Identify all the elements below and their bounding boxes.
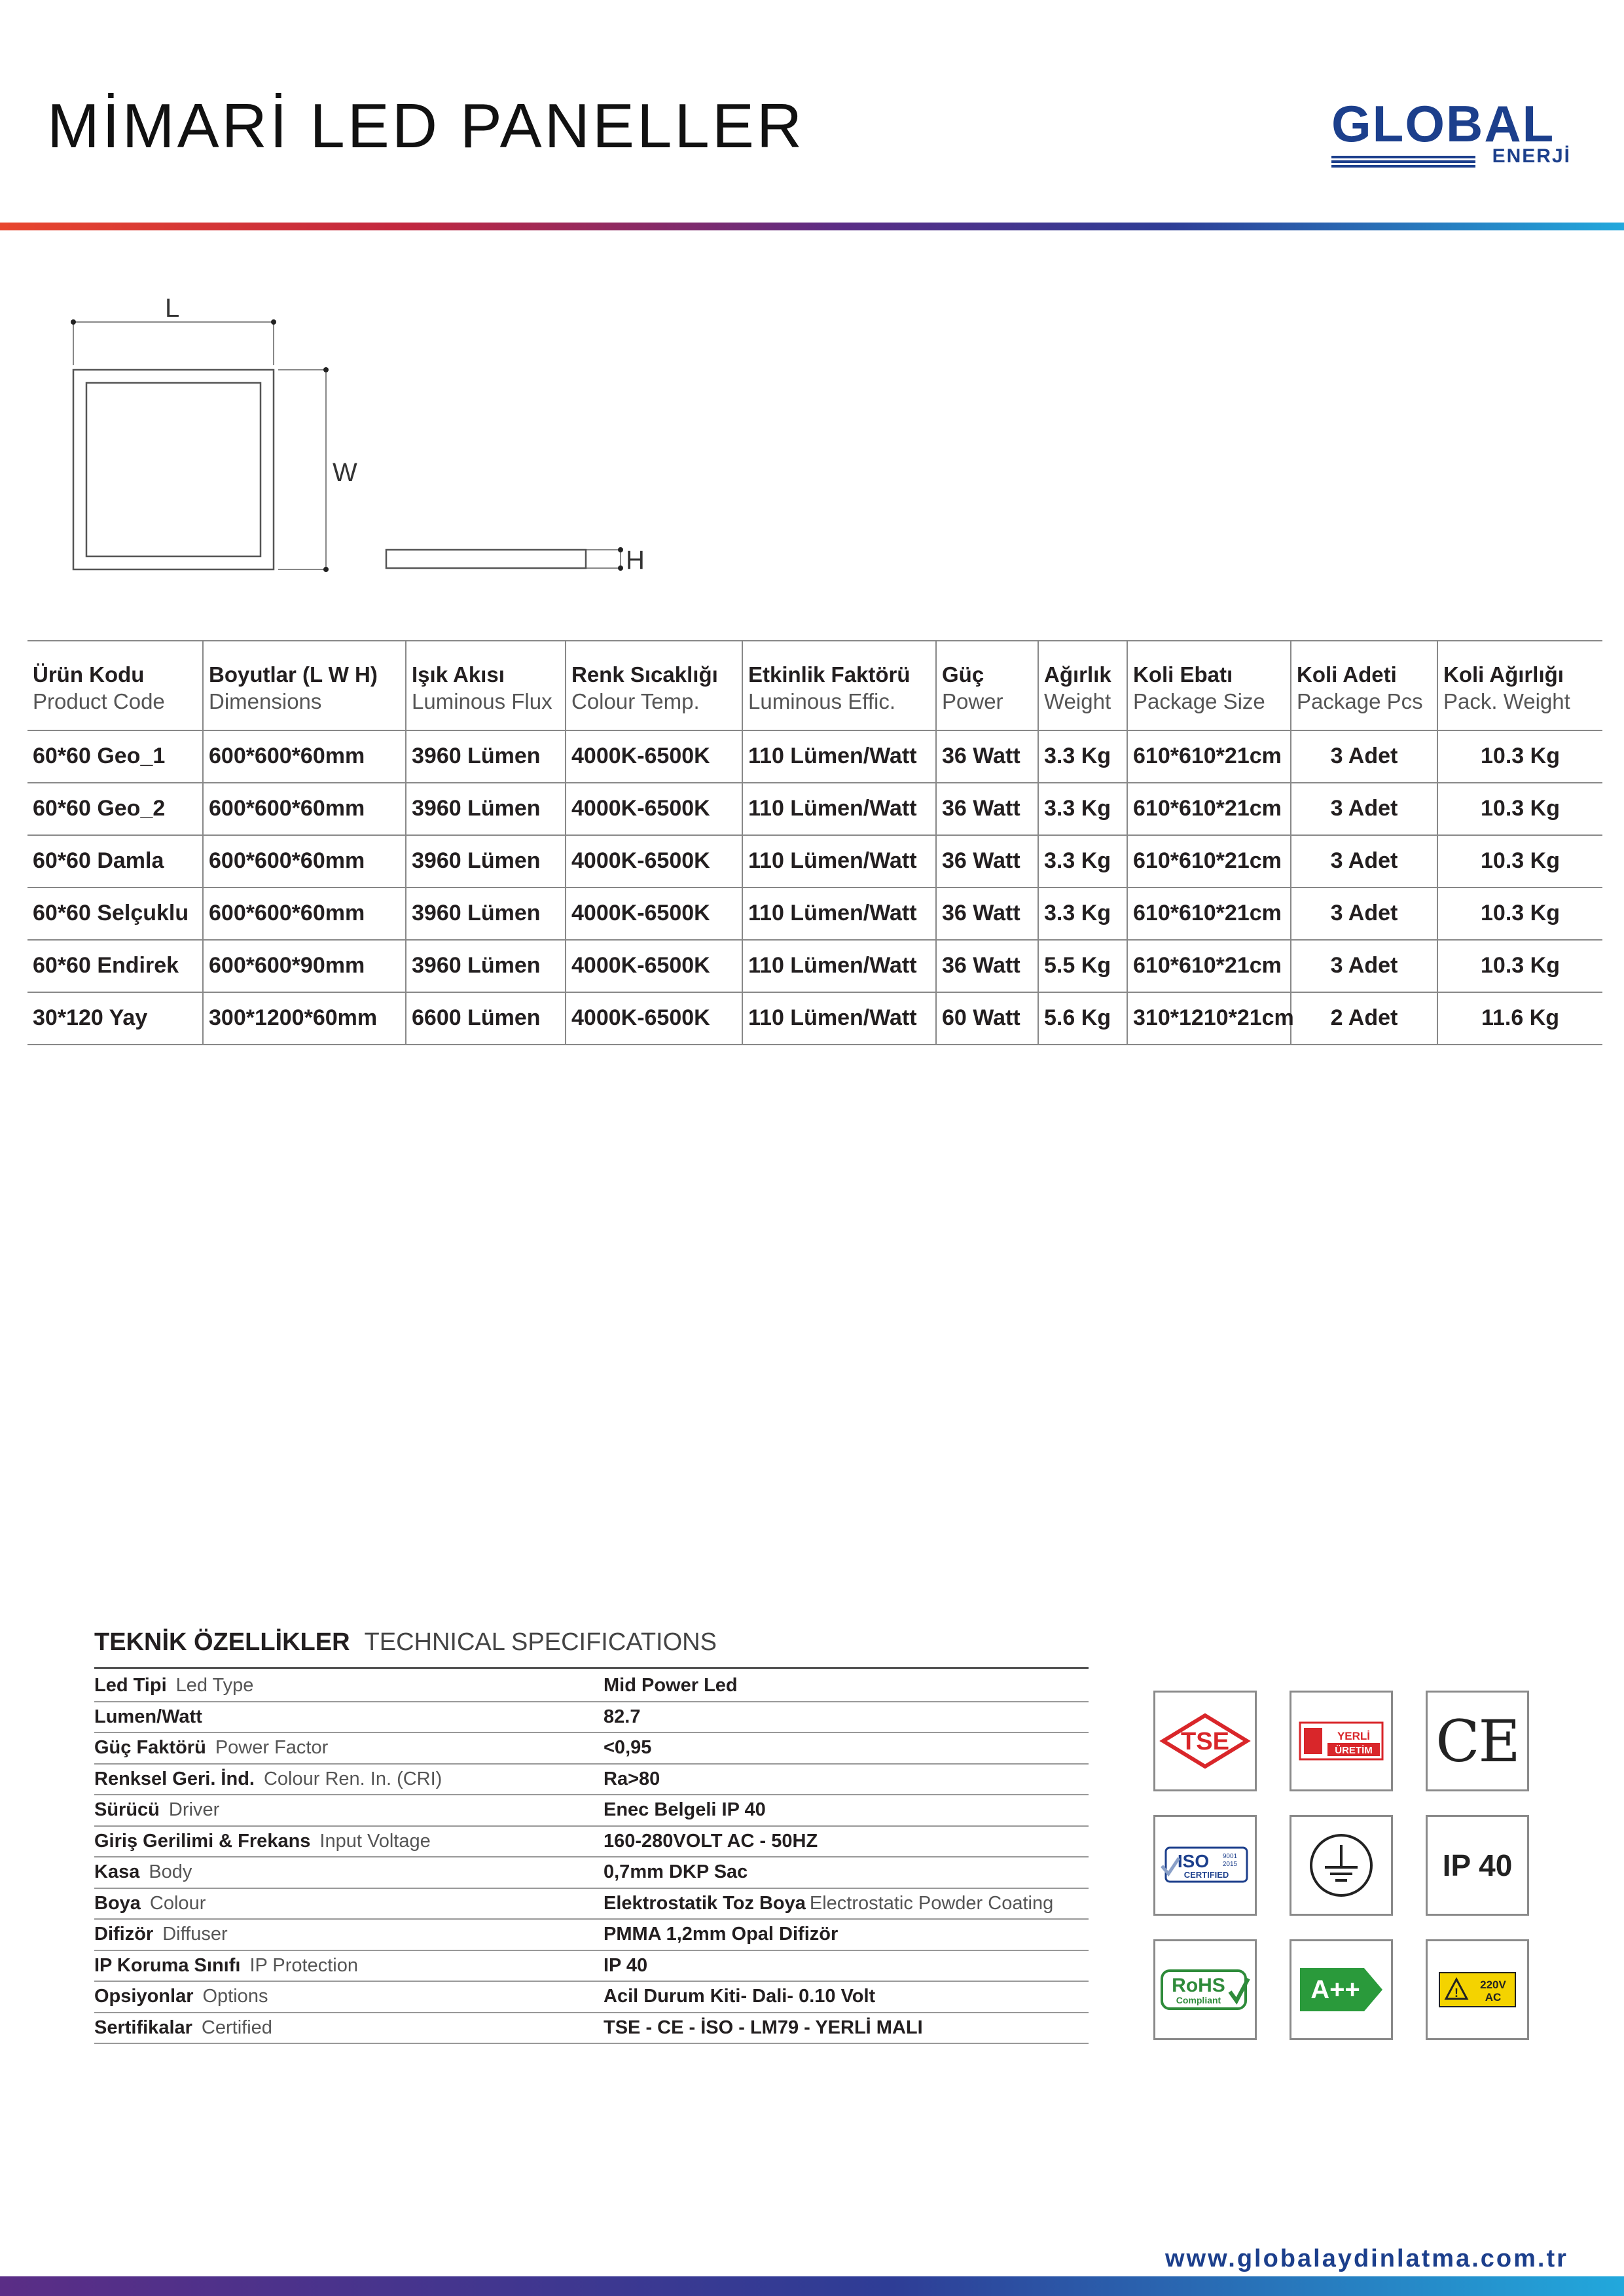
table-cell: 11.6 Kg: [1437, 992, 1602, 1045]
spec-label-tr: Giriş Gerilimi & Frekans: [94, 1830, 311, 1852]
spec-row: [94, 1950, 1089, 1982]
spec-value: <0,95: [604, 1737, 652, 1759]
table-cell: 3 Adet: [1291, 940, 1437, 992]
dimension-drawing: [59, 288, 661, 589]
table-cell: 3960 Lümen: [406, 940, 566, 992]
spec-label-tr: Boya: [94, 1892, 141, 1914]
spec-label-tr: Sertifikalar: [94, 2017, 192, 2038]
ground-symbol-icon: [1290, 1815, 1393, 1916]
spec-value: Acil Durum Kiti- Dali- 0.10 Volt: [604, 1986, 876, 2007]
table-cell: 36 Watt: [936, 888, 1038, 940]
rohs-compliant-icon: [1153, 1939, 1257, 2040]
table-cell: 2 Adet: [1291, 992, 1437, 1045]
spec-heading-rule: [94, 1667, 1089, 1669]
spec-label-en: Led Type: [175, 1675, 254, 1696]
column-header: Koli Adeti Package Pcs: [1291, 641, 1437, 730]
table-cell: 610*610*21cm: [1127, 940, 1291, 992]
logo-sub: ENERJİ: [1492, 145, 1571, 167]
column-header: Ağırlık Weight: [1038, 641, 1127, 730]
spec-row: [94, 1671, 1089, 1702]
label-w: W: [333, 458, 357, 487]
table-cell: 60*60 Damla: [27, 835, 203, 888]
spec-label-tr: Sürücü: [94, 1799, 160, 1821]
table-cell: 600*600*60mm: [203, 783, 406, 835]
iso-num1: 9001: [1222, 1853, 1238, 1860]
yerli-line1: YERLİ: [1337, 1730, 1371, 1742]
column-header: Boyutlar (L W H) Dimensions: [203, 641, 406, 730]
spec-row: [94, 1764, 1089, 1795]
column-header: Etkinlik Faktörü Luminous Effic.: [742, 641, 936, 730]
footer-gradient-bar: [0, 2276, 1624, 2296]
table-row: [27, 940, 1602, 992]
table-cell: 4000K-6500K: [566, 940, 742, 992]
spec-row: [94, 1981, 1089, 2013]
column-header: Koli Ebatı Package Size: [1127, 641, 1291, 730]
table-cell: 10.3 Kg: [1437, 940, 1602, 992]
table-cell: 4000K-6500K: [566, 992, 742, 1045]
table-cell: 110 Lümen/Watt: [742, 730, 936, 783]
spec-value-en: Electrostatic Powder Coating: [809, 1892, 1054, 1914]
spec-value: Enec Belgeli IP 40: [604, 1799, 766, 1821]
table-cell: 4000K-6500K: [566, 888, 742, 940]
spec-row: [94, 1795, 1089, 1826]
table-cell: 36 Watt: [936, 730, 1038, 783]
table-cell: 10.3 Kg: [1437, 783, 1602, 835]
table-cell: 5.5 Kg: [1038, 940, 1127, 992]
spec-label-tr: Difizör: [94, 1924, 154, 1945]
table-cell: 36 Watt: [936, 783, 1038, 835]
spec-label-en: Power Factor: [215, 1737, 329, 1759]
table-cell: 3.3 Kg: [1038, 835, 1127, 888]
table-cell: 3.3 Kg: [1038, 730, 1127, 783]
voltage-line2: AC: [1485, 1991, 1502, 2003]
spec-label-en: IP Protection: [249, 1954, 358, 1976]
table-cell: 600*600*60mm: [203, 730, 406, 783]
spec-label-tr: Led Tipi: [94, 1675, 167, 1696]
svg-text:!: !: [1454, 1986, 1458, 2000]
spec-label-tr: Güç Faktörü: [94, 1737, 206, 1759]
spec-row: [94, 1732, 1089, 1764]
table-cell: 60*60 Geo_2: [27, 783, 203, 835]
website-link[interactable]: www.globalaydinlatma.com.tr: [1165, 2245, 1568, 2272]
table-row: [27, 888, 1602, 940]
table-cell: 60*60 Geo_1: [27, 730, 203, 783]
table-cell: 3 Adet: [1291, 783, 1437, 835]
table-cell: 310*1210*21cm: [1127, 992, 1291, 1045]
table-cell: 110 Lümen/Watt: [742, 783, 936, 835]
column-header: Ürün Kodu Product Code: [33, 662, 165, 714]
table-cell: 110 Lümen/Watt: [742, 835, 936, 888]
spec-value: Ra>80: [604, 1768, 660, 1789]
table-cell: 600*600*60mm: [203, 888, 406, 940]
table-cell: 110 Lümen/Watt: [742, 992, 936, 1045]
tse-certificate-icon: [1153, 1691, 1257, 1791]
energy-text: A++: [1310, 1975, 1360, 2004]
table-cell: 5.6 Kg: [1038, 992, 1127, 1045]
table-cell: 4000K-6500K: [566, 730, 742, 783]
table-cell: 60*60 Endirek: [27, 940, 203, 992]
logo-bars: [1331, 156, 1475, 170]
tse-text: TSE: [1181, 1728, 1229, 1755]
spec-value: PMMA 1,2mm Opal Difizör: [604, 1924, 839, 1945]
table-cell: 36 Watt: [936, 940, 1038, 992]
rohs-main: RoHS: [1172, 1975, 1225, 1996]
spec-label-tr: Opsiyonlar: [94, 1986, 194, 2007]
table-row: [27, 992, 1602, 1045]
spec-row: [94, 1857, 1089, 1888]
dimension-dots: [71, 319, 623, 572]
table-cell: 610*610*21cm: [1127, 783, 1291, 835]
table-row: [27, 783, 1602, 835]
panel-front-view: [73, 370, 274, 569]
energy-class-icon: [1290, 1939, 1393, 2040]
spec-label-en: Driver: [168, 1799, 220, 1821]
spec-label-en: Body: [149, 1861, 192, 1883]
table-cell: 30*120 Yay: [27, 992, 203, 1045]
column-header: Renk Sıcaklığı Colour Temp.: [566, 641, 742, 730]
label-l: L: [165, 294, 180, 323]
panel-side-view: [386, 550, 586, 568]
table-cell: 60 Watt: [936, 992, 1038, 1045]
spec-heading: [94, 1628, 717, 1657]
table-cell: 6600 Lümen: [406, 992, 566, 1045]
table-cell: 600*600*60mm: [203, 835, 406, 888]
spec-table: [94, 1671, 1089, 2044]
label-h: H: [626, 546, 645, 575]
table-cell: 110 Lümen/Watt: [742, 940, 936, 992]
spec-label-en: Certified: [201, 2017, 272, 2038]
voltage-line1: 220V: [1480, 1979, 1506, 1991]
spec-label-en: Colour: [149, 1892, 206, 1914]
spec-label-tr: IP Koruma Sınıfı: [94, 1954, 241, 1976]
spec-heading-tr: TEKNİK ÖZELLİKLER: [94, 1628, 350, 1656]
table-cell: 10.3 Kg: [1437, 730, 1602, 783]
table-cell: 610*610*21cm: [1127, 730, 1291, 783]
iso-num2: 2015: [1222, 1861, 1238, 1868]
table-cell: 3960 Lümen: [406, 888, 566, 940]
voltage-220v-icon: [1426, 1939, 1529, 2040]
table-cell: 3 Adet: [1291, 888, 1437, 940]
spec-label-tr: Kasa: [94, 1861, 140, 1883]
ip40-rating-icon: [1426, 1815, 1529, 1916]
table-cell: 36 Watt: [936, 835, 1038, 888]
table-row: [27, 835, 1602, 888]
table-cell: 110 Lümen/Watt: [742, 888, 936, 940]
table-cell: 4000K-6500K: [566, 835, 742, 888]
table-cell: 10.3 Kg: [1437, 888, 1602, 940]
table-cell: 4000K-6500K: [566, 783, 742, 835]
table-cell: 610*610*21cm: [1127, 835, 1291, 888]
table-cell: 3960 Lümen: [406, 835, 566, 888]
iso-certified: CERTIFIED: [1183, 1870, 1229, 1880]
ce-mark-icon: [1426, 1691, 1529, 1791]
column-header: Koli Ağırlığı Pack. Weight: [1437, 641, 1602, 730]
table-row: [27, 730, 1602, 783]
spec-row: [94, 1702, 1089, 1733]
spec-row: [94, 2013, 1089, 2044]
table-cell: 10.3 Kg: [1437, 835, 1602, 888]
yerli-line2: ÜRETİM: [1335, 1745, 1373, 1756]
table-cell: 600*600*90mm: [203, 940, 406, 992]
spec-label-tr: Renksel Geri. İnd.: [94, 1768, 255, 1789]
spec-value: 160-280VOLT AC - 50HZ: [604, 1830, 818, 1852]
spec-value: TSE - CE - İSO - LM79 - YERLİ MALI: [604, 2017, 923, 2038]
table-cell: 3 Adet: [1291, 730, 1437, 783]
spec-value: IP 40: [604, 1954, 648, 1976]
iso-certified-icon: [1153, 1815, 1257, 1916]
table-cell: 3.3 Kg: [1038, 783, 1127, 835]
iso-main: ISO: [1177, 1851, 1210, 1871]
spec-value: Elektrostatik Toz Boya: [604, 1892, 806, 1914]
spec-value: 82.7: [604, 1706, 641, 1727]
product-table: [27, 640, 1602, 1045]
rohs-sub: Compliant: [1176, 1995, 1221, 2005]
spec-value: Mid Power Led: [604, 1675, 738, 1696]
spec-label-en: Diffuser: [162, 1924, 228, 1945]
logo-word: GLOBAL: [1331, 95, 1555, 152]
table-cell: 3960 Lümen: [406, 783, 566, 835]
table-cell: 3 Adet: [1291, 835, 1437, 888]
yerli-uretim-icon: [1290, 1691, 1393, 1791]
spec-value: 0,7mm DKP Sac: [604, 1861, 748, 1883]
spec-label-en: Colour Ren. In. (CRI): [263, 1768, 442, 1789]
spec-label-en: Input Voltage: [319, 1830, 431, 1852]
global-enerji-logo: [1331, 95, 1578, 170]
column-header: Güç Power: [936, 641, 1038, 730]
spec-row: [94, 1826, 1089, 1857]
ce-text: CE: [1435, 1707, 1519, 1775]
spec-row: [94, 1888, 1089, 1920]
table-header-row: [27, 641, 1602, 730]
table-cell: 60*60 Selçuklu: [27, 888, 203, 940]
page-title: MİMARİ LED PANELLER: [47, 91, 805, 161]
table-cell: 300*1200*60mm: [203, 992, 406, 1045]
spec-label-tr: Lumen/Watt: [94, 1706, 202, 1727]
spec-heading-en: TECHNICAL SPECIFICATIONS: [364, 1628, 717, 1656]
spec-label-en: Options: [202, 1986, 268, 2007]
ip40-text: IP 40: [1442, 1848, 1513, 1882]
spec-row: [94, 1919, 1089, 1950]
table-cell: 3960 Lümen: [406, 730, 566, 783]
column-header: Işık Akısı Luminous Flux: [406, 641, 566, 730]
dimension-lines: [73, 322, 622, 569]
table-cell: 3.3 Kg: [1038, 888, 1127, 940]
table-cell: 610*610*21cm: [1127, 888, 1291, 940]
header-gradient-rule: [0, 223, 1624, 230]
